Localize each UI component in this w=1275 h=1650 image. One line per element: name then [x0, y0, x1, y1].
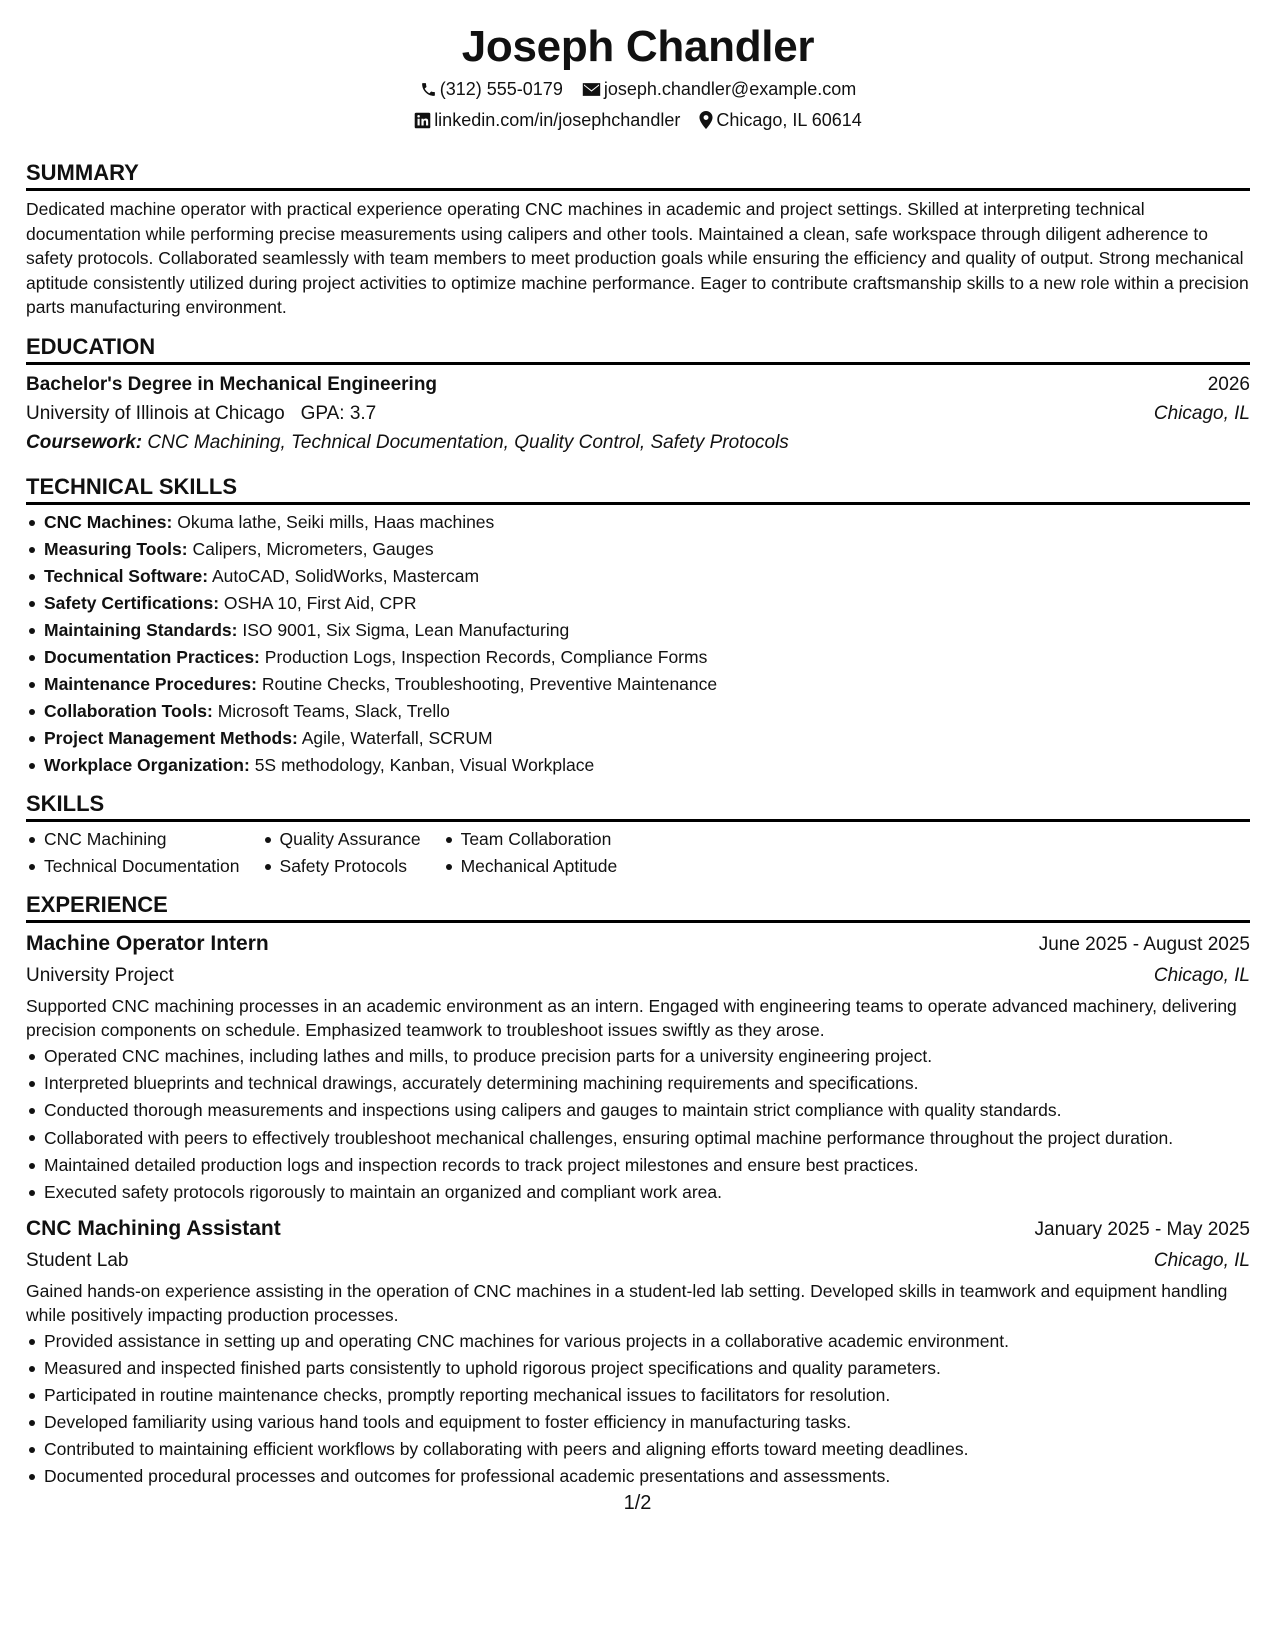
section-title-education: EDUCATION: [26, 334, 1250, 365]
job-entry: [26, 1214, 1250, 1490]
skill-value: ISO 9001, Six Sigma, Lean Manufacturing: [242, 619, 570, 640]
list-item: Conducted thorough measurements and inspections using calipers and gauges to maintain strict compliance with quality standards.: [26, 1097, 1250, 1124]
school-location: Chicago, IL: [1153, 402, 1250, 424]
skill-label: Collaboration Tools:: [44, 700, 213, 721]
skill-value: 5S methodology, Kanban, Visual Workplace: [254, 754, 595, 775]
linkedin-icon: [414, 112, 431, 129]
coursework-list: CNC Machining, Technical Documentation, Quality Control, Safety Protocols: [147, 431, 789, 453]
job-location: Chicago, IL: [1153, 964, 1250, 986]
coursework: [26, 428, 1250, 458]
list-item: [26, 563, 1250, 590]
list-item: [26, 617, 1250, 644]
list-item: [26, 509, 1250, 536]
list-item: [26, 698, 1250, 725]
list-item: Team Collaboration: [443, 826, 618, 853]
job-bullets: [26, 1043, 1250, 1206]
list-item: CNC Machining: [26, 826, 240, 853]
list-item: Technical Documentation: [26, 853, 240, 880]
envelope-icon: [582, 81, 601, 98]
skill-value: Routine Checks, Troubleshooting, Preventive Maintenance: [261, 673, 718, 694]
phone-text[interactable]: (312) 555-0179: [439, 79, 563, 99]
page-number: 1/2: [623, 1492, 652, 1514]
candidate-name: Joseph Chandler: [461, 22, 815, 71]
list-item: [26, 671, 1250, 698]
skills-column-1: [26, 826, 240, 880]
skill-label: Maintenance Procedures:: [44, 673, 257, 694]
graduation-year: 2026: [1207, 373, 1250, 395]
phone-icon: [420, 81, 437, 98]
skill-label: Maintaining Standards:: [44, 619, 238, 640]
education-section: [26, 334, 1250, 458]
skill-value: Okuma lathe, Seiki mills, Haas machines: [177, 511, 495, 532]
job-header: [26, 1214, 1250, 1245]
skill-value: AutoCAD, SolidWorks, Mastercam: [211, 565, 480, 586]
skill-value: Production Logs, Inspection Records, Compliance Forms: [264, 646, 708, 667]
map-pin-icon: [699, 111, 713, 129]
email-contact: [582, 74, 856, 105]
skills-section: [26, 791, 1250, 880]
job-location: Chicago, IL: [1153, 1249, 1250, 1271]
job-header: [26, 929, 1250, 960]
job-summary: Supported CNC machining processes in an academic environment as an intern. Engaged with engineering teams to operate advanced machinery, delivering precision components on schedule. Emphasized teamwork to troubleshoot issues swiftly as they arose.: [26, 995, 1237, 1040]
skill-label: Measuring Tools:: [44, 538, 188, 559]
technical-skills-list: [26, 509, 1250, 779]
skill-value: Microsoft Teams, Slack, Trello: [217, 700, 450, 721]
job-subheader: [26, 960, 1250, 991]
list-item: Operated CNC machines, including lathes and mills, to produce precision parts for a university engineering project.: [26, 1043, 1250, 1070]
list-item: [26, 590, 1250, 617]
education-row-school: [26, 399, 1250, 428]
list-item: [26, 752, 1250, 779]
skill-label: Safety Certifications:: [44, 592, 220, 613]
skill-label: CNC Machines:: [44, 511, 173, 532]
location-text: Chicago, IL 60614: [716, 110, 862, 130]
list-item: Collaborated with peers to effectively troubleshoot mechanical challenges, ensuring optimal machine performance throughout the project duration.: [26, 1126, 1250, 1150]
degree: Bachelor's Degree in Mechanical Engineering: [26, 373, 438, 395]
summary-section: [26, 160, 1250, 320]
phone-contact: [420, 74, 563, 105]
list-item: Contributed to maintaining efficient workflows by collaborating with peers and aligning efforts toward meeting deadlines.: [26, 1436, 1250, 1463]
job-title: Machine Operator Intern: [26, 931, 269, 955]
section-title-technical-skills: TECHNICAL SKILLS: [26, 474, 1250, 505]
contact-line-1: [26, 74, 1250, 105]
contact-line-2: [26, 105, 1250, 136]
job-org: Student Lab: [26, 1249, 129, 1271]
section-title-skills: SKILLS: [26, 791, 1250, 822]
job-summary: Gained hands-on experience assisting in the operation of CNC machines in a student-led lab setting. Developed skills in teamwork and equipment handling while positively impacting production processes.: [26, 1280, 1228, 1325]
job-subheader: [26, 1245, 1250, 1276]
skills-columns: [26, 826, 1250, 880]
job-entry: [26, 929, 1250, 1206]
job-org: University Project: [26, 964, 174, 986]
skill-label: Documentation Practices:: [44, 646, 260, 667]
list-item: Provided assistance in setting up and operating CNC machines for various projects in a collaborative academic environment.: [26, 1328, 1250, 1355]
skill-label: Workplace Organization:: [44, 754, 250, 775]
resume-page: [26, 20, 1250, 1490]
school-name: University of Illinois at Chicago: [26, 402, 285, 424]
technical-skills-section: [26, 474, 1250, 779]
skill-label: Project Management Methods:: [44, 727, 298, 748]
list-item: Measured and inspected finished parts consistently to uphold rigorous project specifications and quality parameters.: [26, 1355, 1250, 1382]
list-item: Interpreted blueprints and technical drawings, accurately determining machining requirements and specifications.: [26, 1070, 1250, 1097]
experience-section: [26, 892, 1250, 1490]
job-dates: June 2025 - August 2025: [1038, 933, 1250, 955]
list-item: Mechanical Aptitude: [443, 853, 618, 880]
coursework-label: Coursework:: [26, 431, 143, 453]
linkedin-contact: [414, 105, 680, 136]
gpa: GPA: 3.7: [300, 402, 377, 424]
skills-column-2: [262, 826, 421, 880]
school-and-gpa: [26, 399, 376, 428]
location-contact: [699, 105, 861, 136]
list-item: Participated in routine maintenance checks, promptly reporting mechanical issues to facilitators for resolution.: [26, 1382, 1250, 1409]
list-item: Safety Protocols: [262, 853, 421, 880]
skill-value: OSHA 10, First Aid, CPR: [223, 592, 417, 613]
list-item: Quality Assurance: [262, 826, 421, 853]
skills-column-3: [443, 826, 618, 880]
job-title: CNC Machining Assistant: [26, 1216, 281, 1240]
linkedin-text[interactable]: linkedin.com/in/josephchandler: [434, 110, 681, 130]
job-bullets: [26, 1328, 1250, 1490]
email-text[interactable]: joseph.chandler@example.com: [603, 79, 857, 99]
list-item: [26, 725, 1250, 752]
skill-value: Calipers, Micrometers, Gauges: [192, 538, 434, 559]
list-item: Developed familiarity using various hand tools and equipment to foster efficiency in manufacturing tasks.: [26, 1409, 1250, 1436]
skill-label: Technical Software:: [44, 565, 209, 586]
skill-value: Agile, Waterfall, SCRUM: [301, 727, 493, 748]
list-item: Executed safety protocols rigorously to maintain an organized and compliant work area.: [26, 1179, 1250, 1206]
section-title-experience: EXPERIENCE: [26, 892, 1250, 923]
list-item: [26, 644, 1250, 671]
education-row-degree: [26, 371, 1250, 399]
list-item: [26, 536, 1250, 563]
summary-text: Dedicated machine operator with practical experience operating CNC machines in academic and project settings. Skilled at interpreting technical documentation while performing precise measurements using calipers and other tools. Maintained a clean, safe workspace through diligent adherence to safety protocols. Collaborated seamlessly with team members to meet production goals while ensuring the efficiency and quality of output. Strong mechanical aptitude consistently utilized during project activities to optimize machine performance. Eager to contribute craftsmanship skills to a new role within a precision parts manufacturing environment.: [26, 199, 1249, 317]
list-item: Maintained detailed production logs and inspection records to track project milestones and ensure best practices.: [26, 1152, 1250, 1179]
job-dates: January 2025 - May 2025: [1034, 1218, 1250, 1240]
list-item: Documented procedural processes and outcomes for professional academic presentations and assessments.: [26, 1463, 1250, 1490]
section-title-summary: SUMMARY: [26, 160, 1250, 191]
